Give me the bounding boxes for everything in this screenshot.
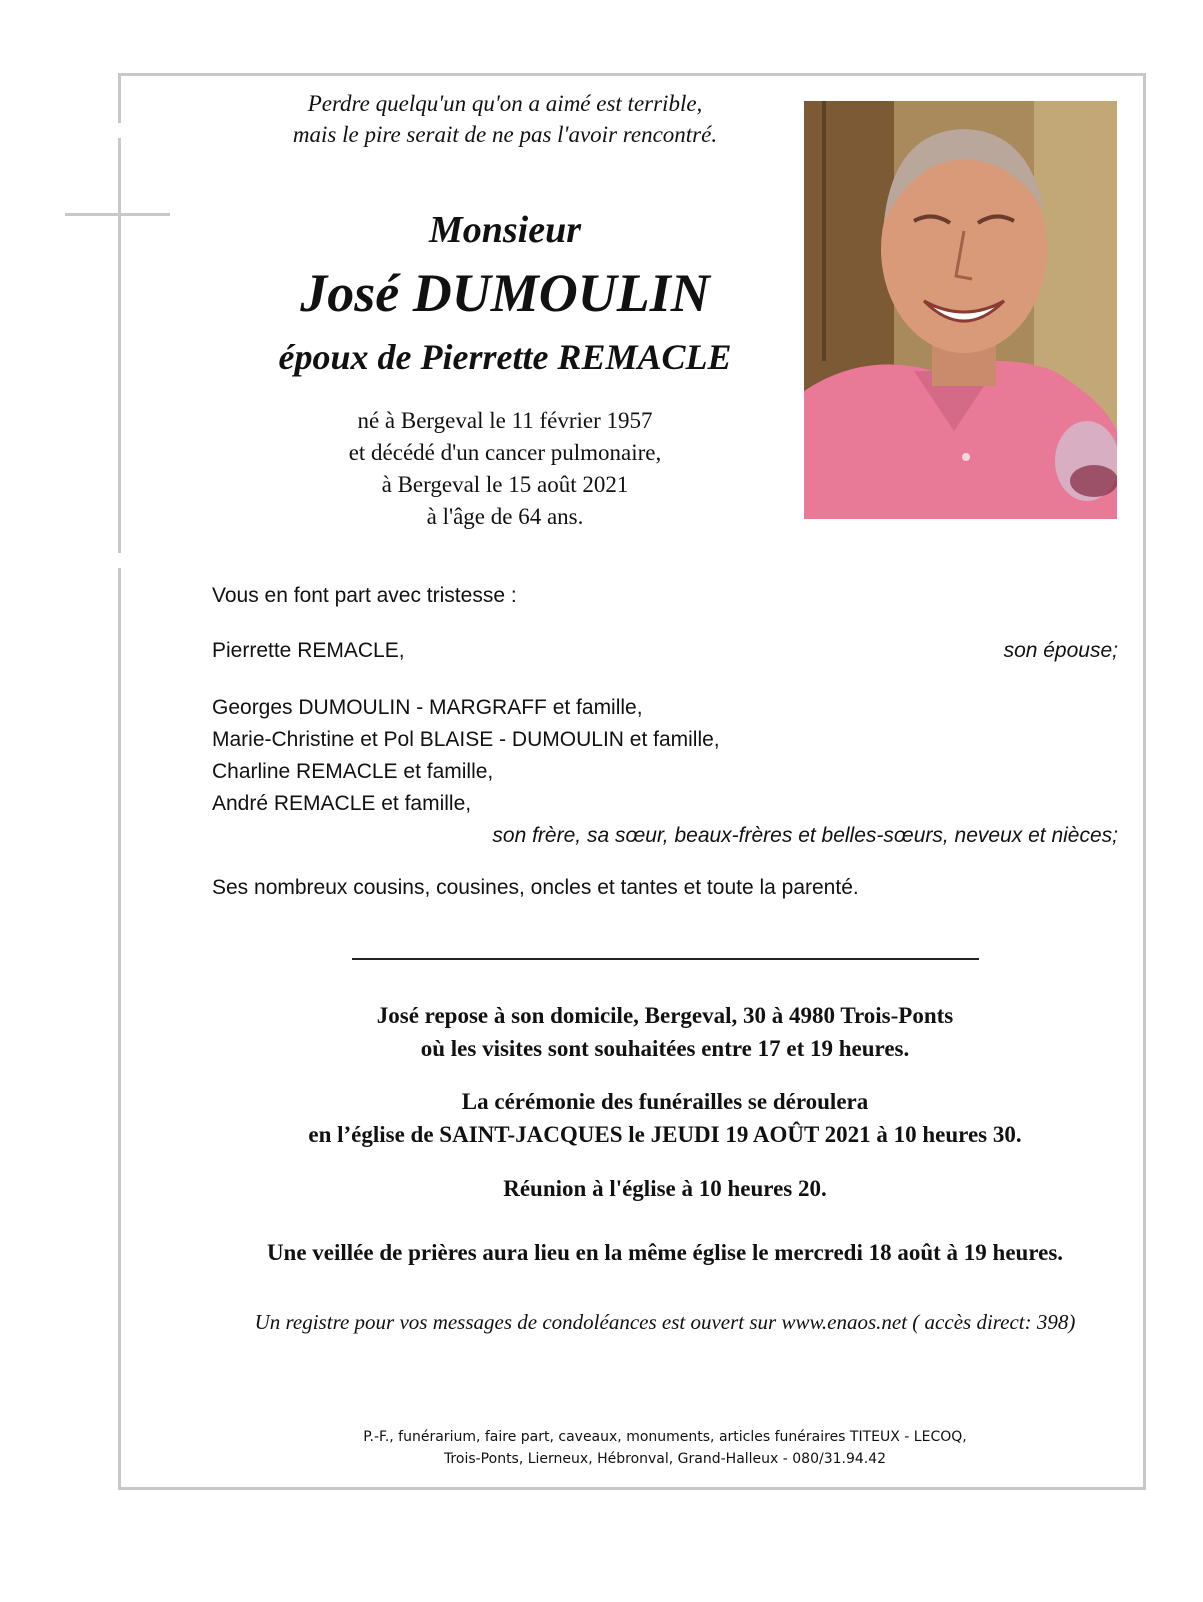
siblings-relation: son frère, sa sœur, beaux-frères et belles-sœurs, neveux et nièces;: [492, 824, 1118, 847]
list-item: André REMACLE et famille,: [212, 792, 472, 815]
list-item: Charline REMACLE et famille,: [212, 760, 494, 783]
visitation-info: [150, 999, 1180, 1065]
memorial-quote: [250, 88, 760, 150]
frame-right-border: [1143, 73, 1146, 1490]
cause-line: et décédé d'un cancer pulmonaire,: [348, 440, 662, 465]
section-divider: [352, 958, 979, 960]
funeral-line-1: La cérémonie des funérailles se déroulera: [461, 1089, 869, 1114]
death-line: à Bergeval le 15 août 2021: [381, 472, 629, 497]
frame-bottom-border: [118, 1487, 1146, 1490]
quote-line-1: Perdre quelqu'un qu'on a aimé est terrible,: [307, 91, 703, 116]
funeral-info: [150, 1085, 1180, 1151]
cross-horizontal-bar: [65, 213, 170, 216]
frame-top-border: [118, 73, 1146, 76]
quote-line-2: mais le pire serait de ne pas l'avoir rencontré.: [292, 122, 718, 147]
footer-line-2: Trois-Ponts, Lierneux, Hébronval, Grand-Halleux - 080/31.94.42: [443, 1451, 887, 1467]
deceased-spouse: époux de Pierrette REMACLE: [278, 337, 732, 377]
frame-left-border: [118, 73, 121, 123]
spouse-relation: son épouse;: [1003, 639, 1118, 662]
rest-line-1: José repose à son domicile, Bergeval, 30 à 4980 Trois-Ponts: [376, 1003, 954, 1028]
funeral-line-2: en l’église de SAINT-JACQUES le JEUDI 19 AOÛT 2021 à 10 heures 30.: [308, 1122, 1022, 1147]
birth-death-details: [250, 405, 760, 533]
condolence-registry-note: Un registre pour vos messages de condoléances est ouvert sur www.enaos.net ( accès direct: 398): [254, 1310, 1076, 1334]
announcement-intro: Vous en font part avec tristesse :: [212, 584, 517, 607]
family-siblings-list: [212, 692, 1118, 852]
deceased-name: José DUMOULIN: [300, 263, 710, 323]
rest-line-2: où les visites sont souhaitées entre 17 et 19 heures.: [420, 1036, 910, 1061]
footer-line-1: P.-F., funérarium, faire part, caveaux, monuments, articles funéraires TITEUX - LECOQ,: [363, 1429, 967, 1445]
age-line: à l'âge de 64 ans.: [426, 504, 584, 529]
list-item: Marie-Christine et Pol BLAISE - DUMOULIN et famille,: [212, 728, 720, 751]
vigil-info: Une veillée de prières aura lieu en la même église le mercredi 18 août à 19 heures.: [266, 1240, 1064, 1265]
deceased-portrait-photo: [804, 101, 1117, 519]
spouse-name: Pierrette REMACLE,: [212, 639, 405, 662]
family-spouse-row: [212, 639, 1118, 663]
extended-family: Ses nombreux cousins, cousines, oncles et tantes et toute la parenté.: [212, 876, 859, 899]
cross-vertical-bar: [118, 138, 121, 553]
birth-line: né à Bergeval le 11 février 1957: [357, 408, 653, 433]
meeting-info: Réunion à l'église à 10 heures 20.: [503, 1176, 827, 1201]
funeral-home-footer: [230, 1426, 1100, 1470]
deceased-title: Monsieur: [428, 209, 582, 251]
list-item: Georges DUMOULIN - MARGRAFF et famille,: [212, 696, 643, 719]
frame-left-border-lower: [118, 568, 121, 1490]
